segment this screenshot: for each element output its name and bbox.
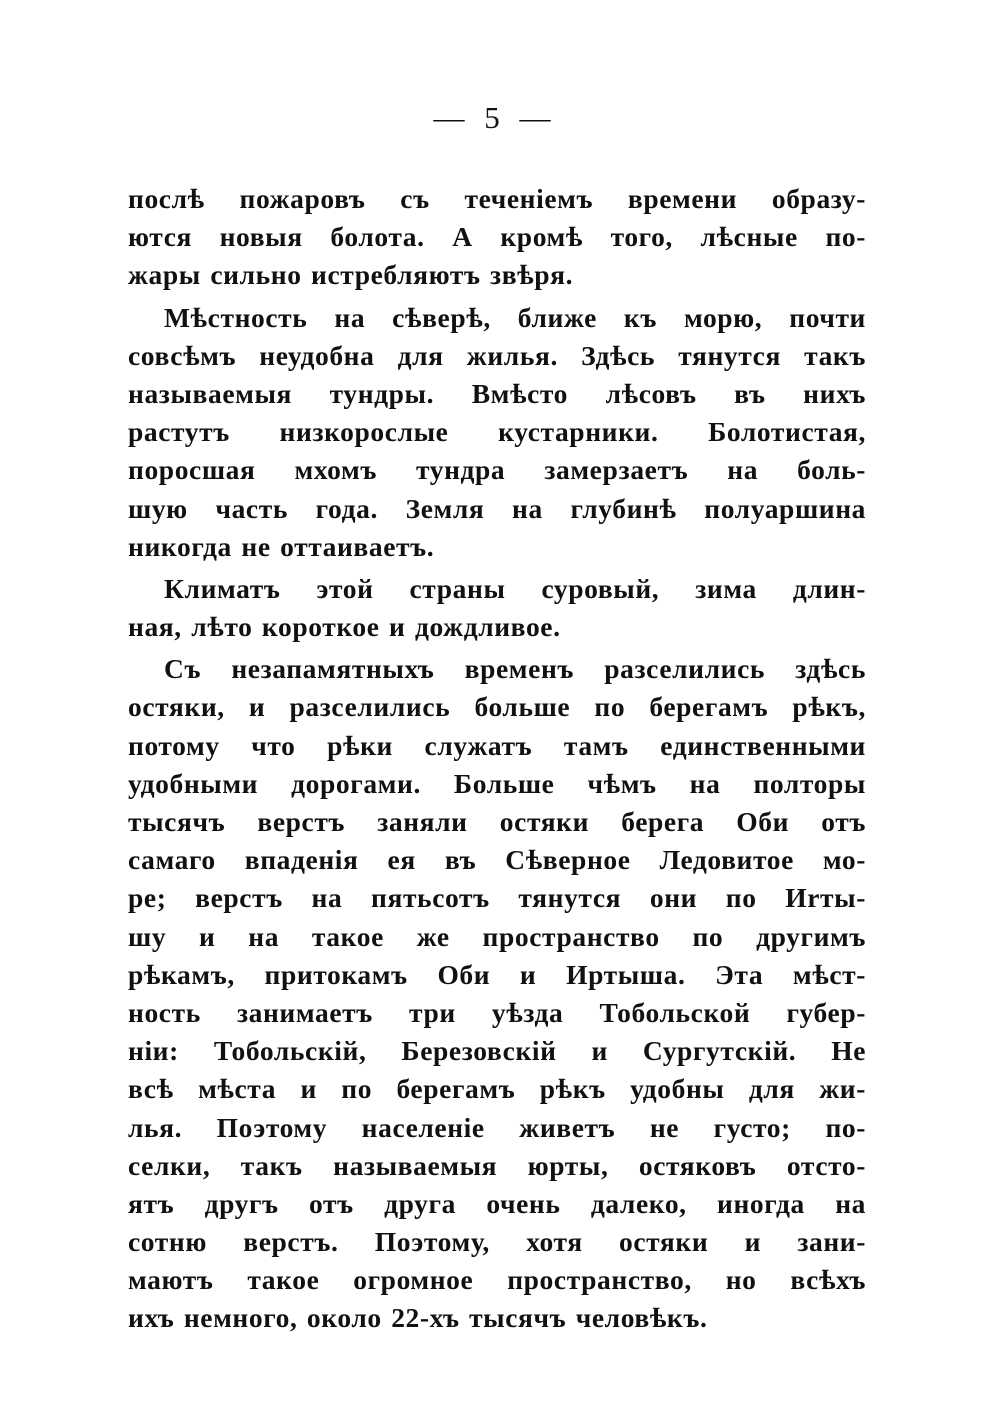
paragraph (128, 570, 866, 646)
text-line: рѣкамъ, притокамъ Оби и Иртыша. Эта мѣст- (128, 958, 866, 990)
text-line: ная, лѣто короткое и дождливое. (128, 611, 561, 643)
text-line: Мѣстность на сѣверѣ, ближе къ морю, почти (164, 301, 866, 333)
text-line: шую часть года. Земля на глубинѣ полуаршина (128, 492, 866, 524)
text-line: послѣ пожаровъ съ теченіемъ времени образу- (128, 183, 866, 214)
text-line: поросшая мхомъ тундра замерзаетъ на боль- (128, 454, 866, 486)
text-line: ятъ другъ отъ друга очень далеко, иногда на (128, 1187, 866, 1219)
text-line: лья. Поэтому населеніе живетъ не густо; по- (128, 1111, 866, 1143)
text-line: совсѣмъ неудобна для жилья. Здѣсь тянутся такъ (128, 339, 866, 371)
text-line: удобными дорогами. Больше чѣмъ на полторы (128, 767, 866, 799)
text-line: тысячъ верстъ заняли остяки берега Оби отъ (128, 806, 866, 837)
text-line: ность занимаетъ три уѣзда Тобольской губер- (128, 996, 866, 1028)
text-line: ніи: Тобольскій, Березовскій и Сургутскій. Не (128, 1035, 866, 1067)
text-line: жары сильно истребляютъ звѣря. (128, 259, 574, 291)
text-line: ются новыя болота. А кромѣ того, лѣсные по- (128, 221, 866, 253)
body-text (128, 180, 866, 1338)
text-line: никогда не оттаиваетъ. (128, 530, 435, 562)
paragraph (128, 650, 866, 1337)
text-line: называемыя тундры. Вмѣсто лѣсовъ въ нихъ (128, 377, 866, 409)
paragraph (128, 299, 866, 566)
text-line: потому что рѣки служатъ тамъ единственными (128, 729, 866, 761)
text-line: всѣ мѣста и по берегамъ рѣкъ удобны для жи- (128, 1073, 866, 1105)
paragraph (128, 180, 866, 295)
text-line: шу и на такое же пространство по другимъ (128, 920, 866, 952)
text-line: сотню верстъ. Поэтому, хотя остяки и зани- (128, 1226, 866, 1258)
text-line: Съ незапамятныхъ временъ разселились здѣсь (164, 653, 866, 685)
text-line: самаго впаденія ея въ Сѣверное Ледовитое мо- (128, 844, 866, 876)
text-line: маютъ такое огромное пространство, но всѣхъ (128, 1264, 866, 1296)
text-line: селки, такъ называемыя юрты, остяковъ отсто- (128, 1149, 866, 1181)
text-line: растутъ низкорослые кустарники. Болотистая, (128, 416, 866, 448)
page-number: — 5 — (433, 100, 557, 135)
text-line: Климатъ этой страны суровый, зима длин- (164, 572, 866, 604)
text-line: остяки, и разселились больше по берегамъ рѣкъ, (128, 691, 866, 723)
text-line: ихъ немного, около 22-хъ тысячъ человѣкъ. (128, 1302, 708, 1334)
text-line: ре; верстъ на пятьсотъ тянутся они по Иrты- (128, 882, 866, 914)
